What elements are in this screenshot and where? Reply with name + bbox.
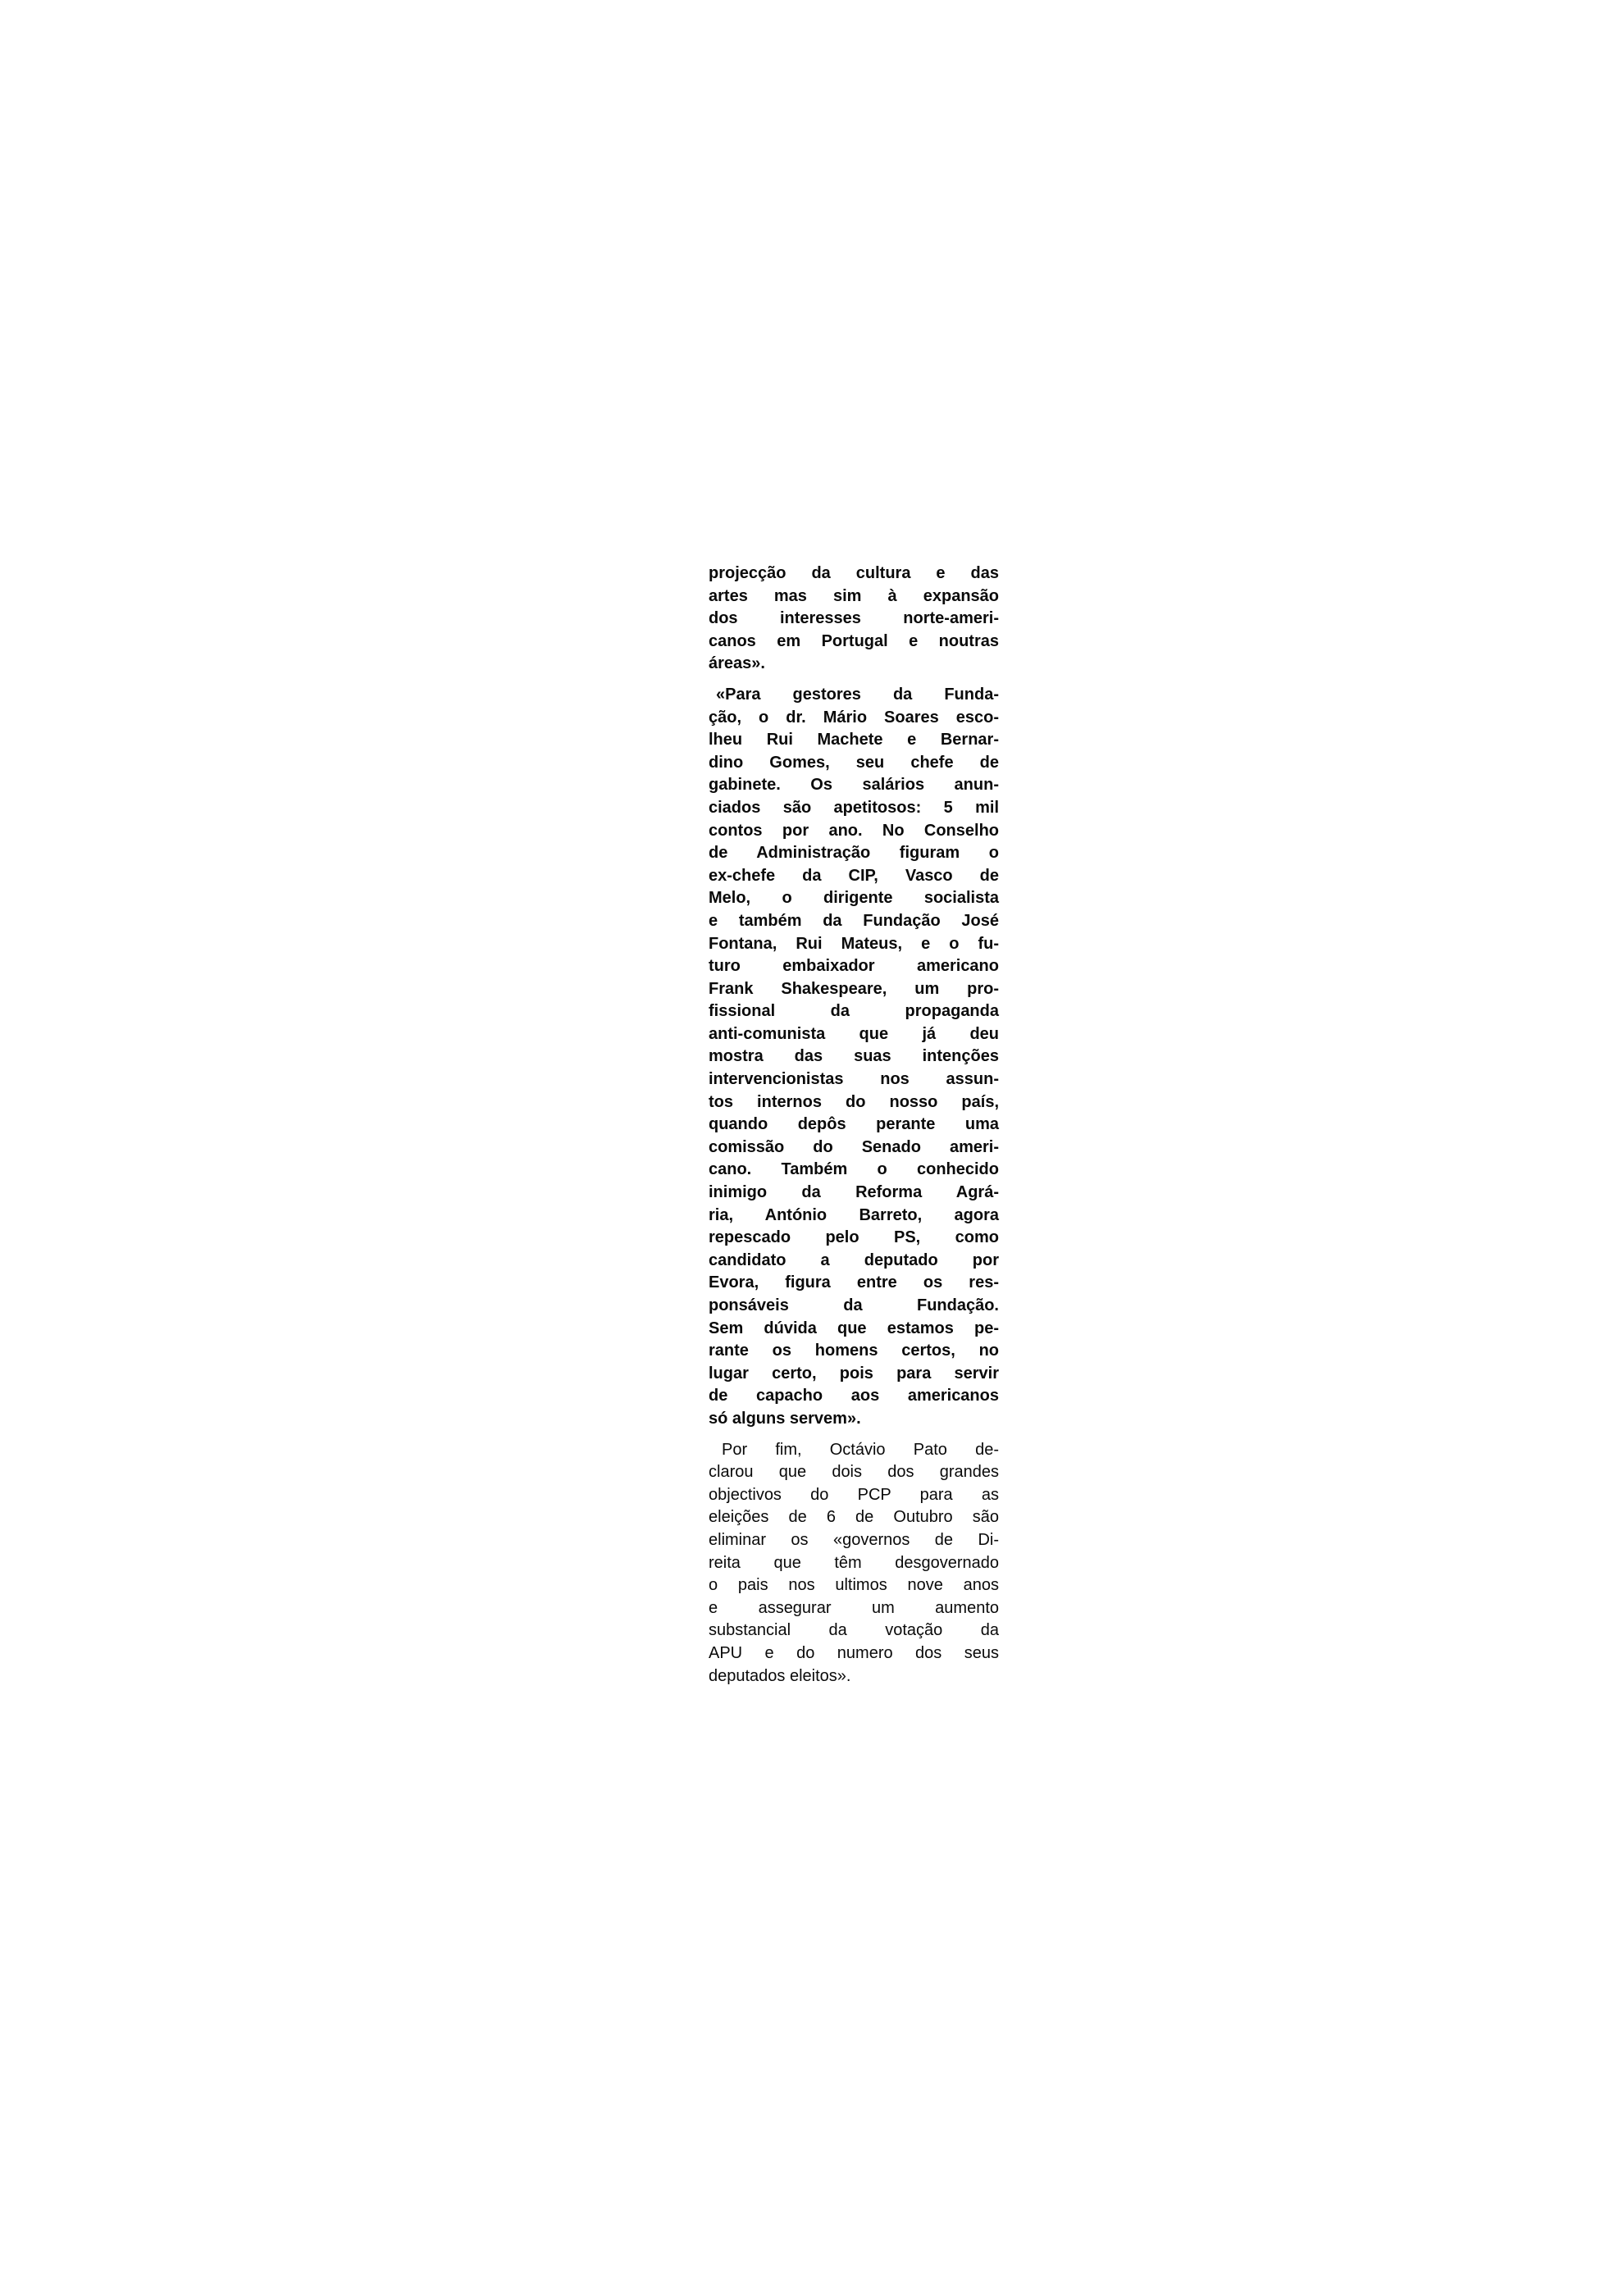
text-line: mostra das suas intenções bbox=[709, 1047, 999, 1066]
text-line: e assegurar um aumento bbox=[709, 1598, 999, 1617]
text-line: quando depôs perante uma bbox=[709, 1115, 999, 1134]
text-line: deputados eleitos». bbox=[709, 1666, 851, 1685]
text-line: «Para gestores da Funda- bbox=[716, 685, 999, 704]
text-line: lugar certo, pois para servir bbox=[709, 1364, 999, 1383]
text-line: substancial da votação da bbox=[709, 1621, 999, 1640]
text-line: eleições de 6 de Outubro são bbox=[709, 1508, 999, 1527]
text-line: ex-chefe da CIP, Vasco de bbox=[709, 866, 999, 885]
text-line: fissional da propaganda bbox=[709, 1002, 999, 1021]
text-line: tos internos do nosso país, bbox=[709, 1092, 999, 1111]
text-line: e também da Fundação José bbox=[709, 911, 999, 930]
text-line: áreas». bbox=[709, 654, 765, 673]
text-line: ção, o dr. Mário Soares esco- bbox=[709, 708, 999, 727]
text-line: Evora, figura entre os res- bbox=[709, 1273, 999, 1292]
text-line: gabinete. Os salários anun- bbox=[709, 776, 999, 795]
text-line: clarou que dois dos grandes bbox=[709, 1463, 999, 1482]
text-line: inimigo da Reforma Agrá- bbox=[709, 1183, 999, 1202]
text-line: Melo, o dirigente socialista bbox=[709, 889, 999, 908]
text-line: projecção da cultura e das bbox=[709, 564, 999, 582]
text-line: o pais nos ultimos nove anos bbox=[709, 1576, 999, 1595]
text-line: turo embaixador americano bbox=[709, 957, 999, 976]
text-line: Sem dúvida que estamos pe- bbox=[709, 1319, 999, 1337]
text-line: canos em Portugal e noutras bbox=[709, 631, 999, 650]
text-line: de Administração figuram o bbox=[709, 844, 999, 863]
text-line: lheu Rui Machete e Bernar- bbox=[709, 731, 999, 749]
text-line: só alguns servem». bbox=[709, 1409, 861, 1428]
text-line: Fontana, Rui Mateus, e o fu- bbox=[709, 934, 999, 953]
text-line: dino Gomes, seu chefe de bbox=[709, 753, 999, 772]
text-line: Frank Shakespeare, um pro- bbox=[709, 979, 999, 998]
text-line: de capacho aos americanos bbox=[709, 1387, 999, 1405]
text-line: eliminar os «governos de Di- bbox=[709, 1530, 999, 1549]
text-line: anti-comunista que já deu bbox=[709, 1024, 999, 1043]
article-column bbox=[709, 563, 999, 1688]
paragraph bbox=[709, 1439, 999, 1688]
text-line: dos interesses norte-ameri- bbox=[709, 609, 999, 628]
text-line: repescado pelo PS, como bbox=[709, 1228, 999, 1247]
text-line: intervencionistas nos assun- bbox=[709, 1070, 999, 1089]
paragraph bbox=[709, 563, 999, 676]
text-line: ciados são apetitosos: 5 mil bbox=[709, 798, 999, 817]
text-line: candidato a deputado por bbox=[709, 1250, 999, 1269]
text-line: ria, António Barreto, agora bbox=[709, 1205, 999, 1224]
text-line: comissão do Senado ameri- bbox=[709, 1137, 999, 1156]
text-line: cano. Também o conhecido bbox=[709, 1160, 999, 1179]
text-line: artes mas sim à expansão bbox=[709, 586, 999, 605]
text-line: APU e do numero dos seus bbox=[709, 1643, 999, 1662]
text-line: ponsáveis da Fundação. bbox=[709, 1296, 999, 1314]
text-line: contos por ano. No Conselho bbox=[709, 821, 999, 840]
text-line: rante os homens certos, no bbox=[709, 1342, 999, 1360]
text-line: objectivos do PCP para as bbox=[709, 1485, 999, 1504]
text-line: Por fim, Octávio Pato de- bbox=[722, 1440, 999, 1459]
paragraph bbox=[709, 684, 999, 1431]
text-line: reita que têm desgovernado bbox=[709, 1553, 999, 1572]
